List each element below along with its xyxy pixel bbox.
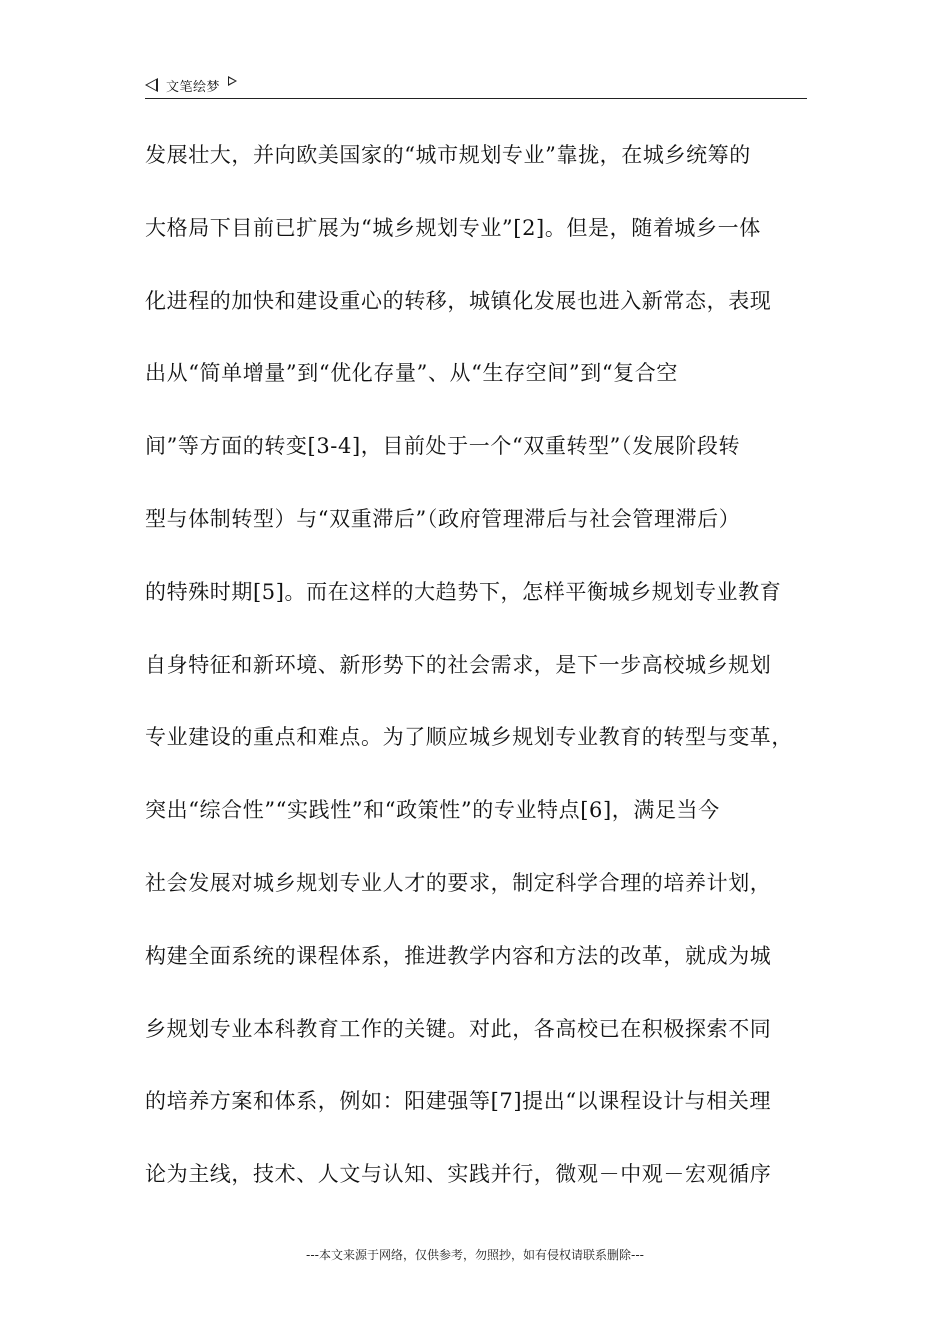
text-line: 论为主线，技术、人文与认知、实践并行，微观－中观－宏观循序 bbox=[145, 1162, 772, 1187]
text-line: 型与体制转型）与“双重滞后”（政府管理滞后与社会管理滞后） bbox=[145, 506, 741, 531]
text-line: 专业建设的重点和难点。为了顺应城乡规划专业教育的转型与变革， bbox=[145, 725, 793, 750]
text-line: 发展壮大，并向欧美国家的“城市规划专业”靠拢，在城乡统筹的 bbox=[145, 143, 751, 167]
header-title: 文笔绘梦 bbox=[166, 79, 221, 95]
text-line: 大格局下目前已扩展为“城乡规划专业”[2]。但是，随着城乡一体 bbox=[145, 215, 761, 240]
text-line: 自身特征和新环境、新形势下的社会需求，是下一步高校城乡规划 bbox=[145, 652, 772, 677]
text-line: 间”等方面的转变[3-4]，目前处于一个“双重转型”（发展阶段转 bbox=[145, 434, 741, 459]
text-line: 社会发展对城乡规划专业人才的要求，制定科学合理的培养计划， bbox=[145, 870, 772, 895]
right-triangle-icon bbox=[228, 76, 237, 86]
text-line: 出从“简单增量”到“优化存量”、从“生存空间”到“复合空 bbox=[145, 361, 678, 386]
text-line: 化进程的加快和建设重心的转移，城镇化发展也进入新常态，表现 bbox=[145, 288, 772, 313]
left-triangle-icon bbox=[145, 78, 158, 92]
text-line: 的培养方案和体系，例如：阳建强等[7]提出“以课程设计与相关理 bbox=[145, 1089, 772, 1114]
text-line: 突出“综合性”“实践性”和“政策性”的专业特点[6]，满足当今 bbox=[145, 798, 720, 823]
page-header bbox=[145, 72, 807, 99]
body-text bbox=[145, 135, 820, 1227]
text-line: 的特殊时期[5]。而在这样的大趋势下，怎样平衡城乡规划专业教育 bbox=[145, 579, 782, 604]
text-line: 乡规划专业本科教育工作的关键。对此，各高校已在积极探索不同 bbox=[145, 1016, 772, 1041]
text-line: 构建全面系统的课程体系，推进教学内容和方法的改革，就成为城 bbox=[145, 943, 772, 968]
footer-notice: ---本文来源于网络，仅供参考，勿照抄，如有侵权请联系删除--- bbox=[306, 1248, 644, 1262]
